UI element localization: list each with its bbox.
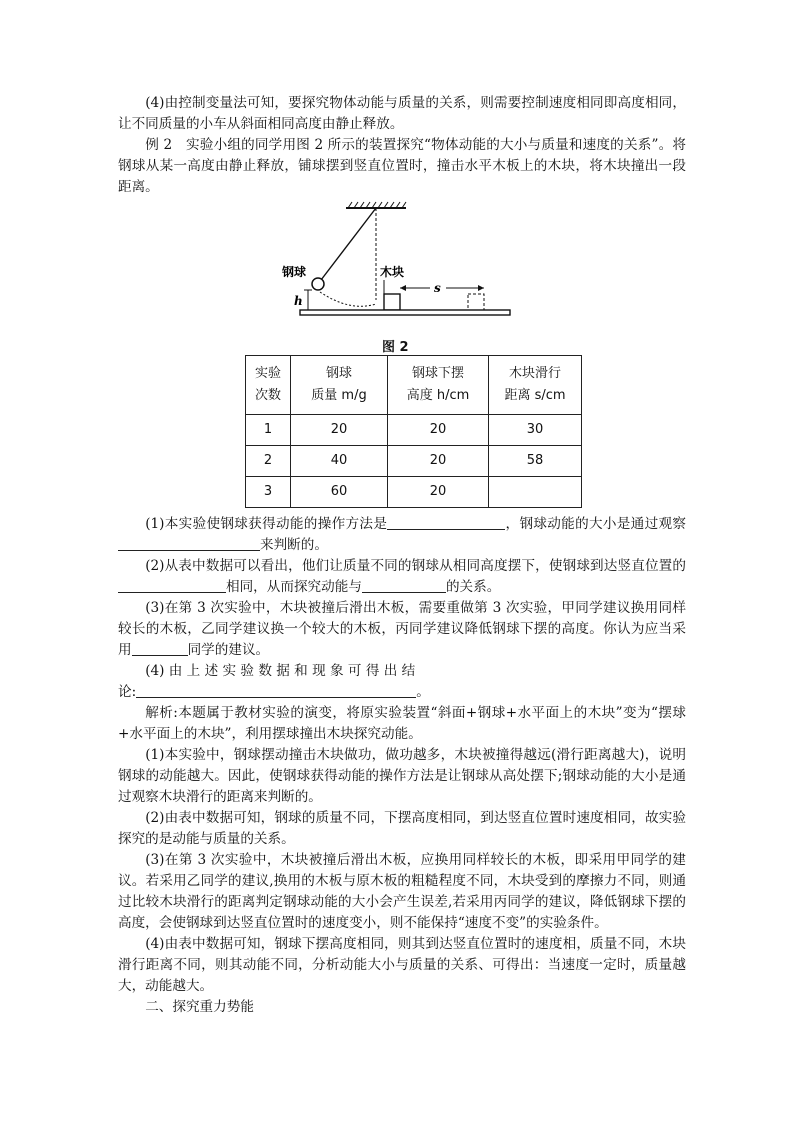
analysis-intro: 解析:本题属于教材实验的演变，将原实验装置“斜面+钢球+水平面上的木块”变为“摆球+水平面上的木块”，利用摆球撞出木块探究动能。 bbox=[118, 705, 686, 742]
analysis-answer-1: (1)本实验中，钢球摆动撞击木块做功，做功越多，木块被撞得越远(滑行距离越大)，说明钢球的动能越大。因此，使钢球获得动能的操作方法是让钢球从高处摆下;钢球动能的大小是通过观察木块滑行的距离来判断的。 bbox=[118, 747, 686, 805]
intro-paragraph-4: (4)由控制变量法可知，要探究物体动能与质量的关系，则需要控制速度相同即高度相同，让不同质量的小车从斜面相同高度由静止释放。 bbox=[118, 95, 686, 132]
header-trial-number: 实验 次数 bbox=[246, 356, 291, 415]
answer-blank-1a[interactable] bbox=[387, 515, 505, 530]
wood-block-label: 木块 bbox=[380, 265, 405, 279]
pendulum-string bbox=[321, 208, 376, 280]
section-heading: 二、探究重力势能 bbox=[145, 999, 254, 1015]
header-slide-distance: 木块滑行 距离 s/cm bbox=[489, 356, 582, 415]
answer-blank-3[interactable] bbox=[132, 641, 188, 656]
analysis-answer-3: (3)在第 3 次实验中，木块被撞后滑出木板，应换用同样较长的木板，即采用甲同学的建议。若采用乙同学的建议,换用的木板与原木板的粗糙程度不同，木块受到的摩擦力不同，则通过比较木块滑行的距离判定钢球动能的大小会产生误差,若采用丙同学的建议，降低钢球下摆的高度，会使钢球到达竖直位置时的速度变小，则不能保持“速度不变”的实验条件。 bbox=[118, 852, 686, 931]
horizontal-board bbox=[300, 310, 510, 315]
moved-wood-block bbox=[468, 294, 484, 310]
swing-path bbox=[320, 292, 376, 306]
answer-blank-4[interactable] bbox=[136, 683, 416, 698]
pendulum-apparatus-figure bbox=[280, 200, 520, 318]
table-row bbox=[246, 446, 582, 477]
table-cell: 58 bbox=[489, 446, 582, 477]
table-header-row bbox=[246, 356, 582, 415]
table-cell: 20 bbox=[388, 446, 489, 477]
question-1: (1)本实验使钢球获得动能的操作方法是 ，钢球动能的大小是通过观察来判断的。 bbox=[118, 514, 686, 556]
experiment-data-table bbox=[245, 355, 582, 508]
header-ball-mass: 钢球 质量 m/g bbox=[291, 356, 388, 415]
answer-blank-2a[interactable] bbox=[118, 578, 226, 593]
table-row bbox=[246, 477, 582, 508]
analysis-answer-4: (4)由表中数据可知，钢球下摆高度相同，则其到达竖直位置时的速度相，质量不同，木块滑行距离不同，则其动能不同，分析动能大小与质量的关系、可得出：当速度一定时，质量越大，动能越大。 bbox=[118, 936, 686, 994]
table-cell: 20 bbox=[388, 415, 489, 446]
table-row bbox=[246, 415, 582, 446]
table-cell: 30 bbox=[489, 415, 582, 446]
steel-ball bbox=[312, 278, 324, 290]
figure-caption: 图 2 bbox=[382, 340, 409, 355]
table-cell: 40 bbox=[291, 446, 388, 477]
table-cell: 3 bbox=[246, 477, 291, 508]
answer-blank-2b[interactable] bbox=[362, 578, 446, 593]
table-cell bbox=[489, 477, 582, 508]
table-cell: 1 bbox=[246, 415, 291, 446]
question-4: (4) 由 上 述 实 验 数 据 和 现 象 可 得 出 结 论: 。 bbox=[118, 663, 430, 700]
table-cell: 20 bbox=[388, 477, 489, 508]
distance-label: s bbox=[434, 281, 441, 295]
example-2-paragraph: 例 2 实验小组的同学用图 2 所示的装置探究“物体动能的大小与质量和速度的关系”。将钢球从某一高度由静止释放，铺球摆到竖直位置时，撞击水平木板上的木块，将木块撞出一段距离。 bbox=[118, 137, 686, 195]
question-2: (2)从表中数据可以看出，他们让质量不同的钢球从相同高度摆下，使钢球到达竖直位置的相同，从而探究动能与 的关系。 bbox=[118, 556, 686, 598]
table-cell: 2 bbox=[246, 446, 291, 477]
header-swing-height: 钢球下摆 高度 h/cm bbox=[388, 356, 489, 415]
table-cell: 20 bbox=[291, 415, 388, 446]
wood-block bbox=[384, 294, 400, 310]
answer-blank-1b[interactable] bbox=[118, 536, 260, 551]
question-3: (3)在第 3 次实验中，木块被撞后滑出木板，需要重做第 3 次实验，甲同学建议换用同样较长的木板，乙同学建议换一个较大的木板，丙同学建议降低钢球下摆的高度。你认为应当采用 同学的建议。 bbox=[118, 600, 686, 658]
table-cell: 60 bbox=[291, 477, 388, 508]
analysis-answer-2: (2)由表中数据可知，钢球的质量不同，下摆高度相同，到达竖直位置时速度相同，故实验探究的是动能与质量的关系。 bbox=[118, 810, 686, 847]
steel-ball-label: 钢球 bbox=[282, 265, 307, 279]
height-label: h bbox=[294, 294, 303, 308]
